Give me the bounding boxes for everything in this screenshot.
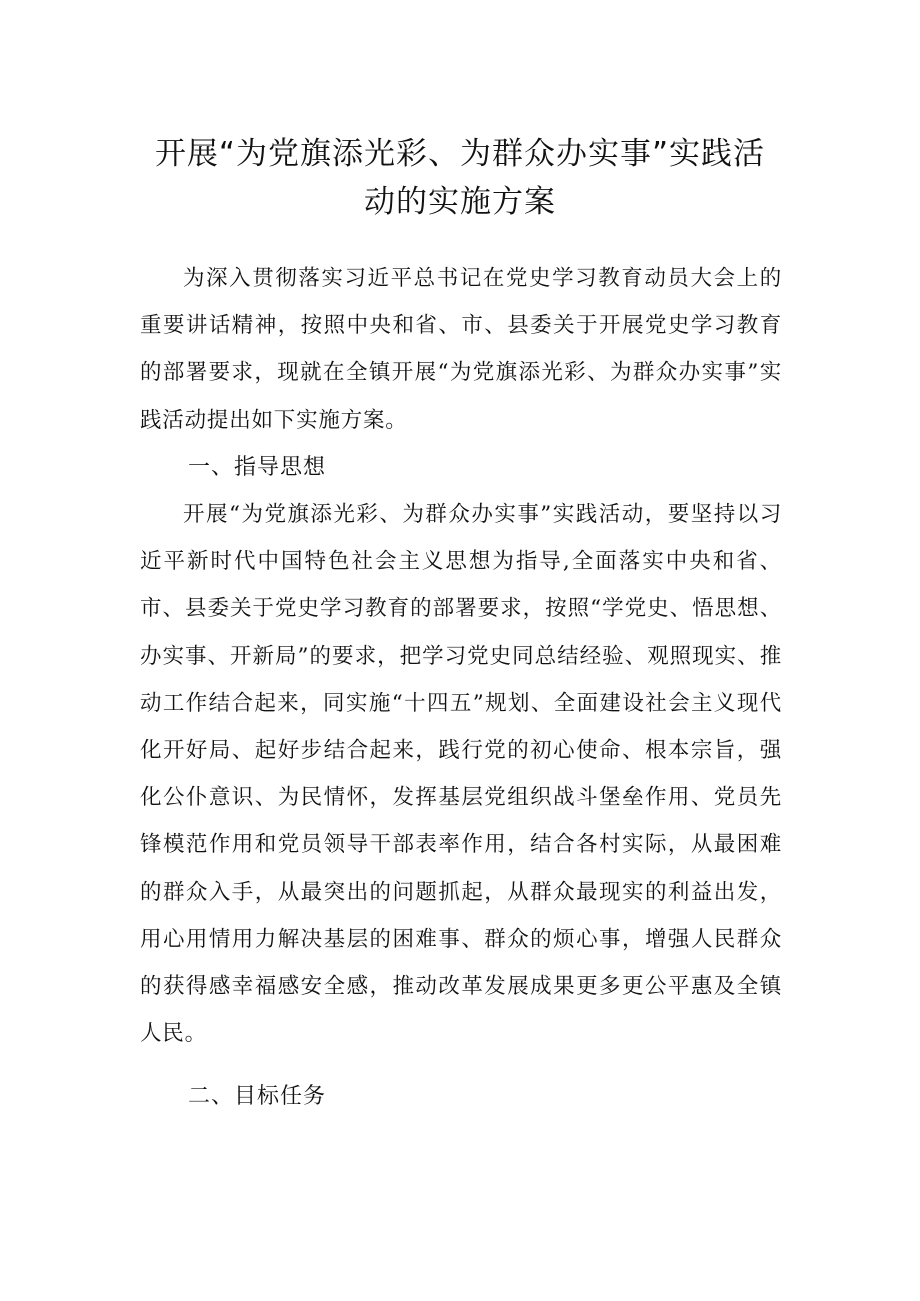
title-line-1: 开展“为党旗添光彩、为群众办实事”实践活 xyxy=(154,136,766,172)
guiding-ideology-paragraph: 开展“为党旗添光彩、为群众办实事”实践活动，要坚持以习近平新时代中国特色社会主义思想为指导,全面落实中央和省、市、县委关于党史学习教育的部署要求，按照“学党史、悟思想、办实事、开新局”的要求，把学习党史同总结经验、观照现实、推动工作结合起来，同实施“十四五”规划、全面建设社会主义现代化开好局、起好步结合起来，践行党的初心使命、根本宗旨，强化公仆意识、为民情怀，发挥基层党组织战斗堡垒作用、党员先锋模范作用和党员领导干部表率作用，结合各村实际，从最困难的群众入手，从最突出的问题抓起，从群众最现实的利益出发，用心用情用力解决基层的困难事、群众的烦心事，增强人民群众的获得感幸福感安全感，推动改革发展成果更多更公平惠及全镇人民。 xyxy=(140,502,782,1047)
section-heading-objectives: 二、目标任务 xyxy=(188,1084,327,1110)
section-heading-guiding-ideology: 一、指导思想 xyxy=(188,454,327,480)
intro-paragraph: 为深入贯彻落实习近平总书记在党史学习教育动员大会上的重要讲话精神，按照中央和省、市、县委关于开展党史学习教育的部署要求，现就在全镇开展“为党旗添光彩、为群众办实事”实践活动提出如下实施方案。 xyxy=(140,266,782,433)
document-body xyxy=(140,255,782,1121)
title-line-2: 动的实施方案 xyxy=(364,184,556,220)
document-title xyxy=(120,130,800,226)
